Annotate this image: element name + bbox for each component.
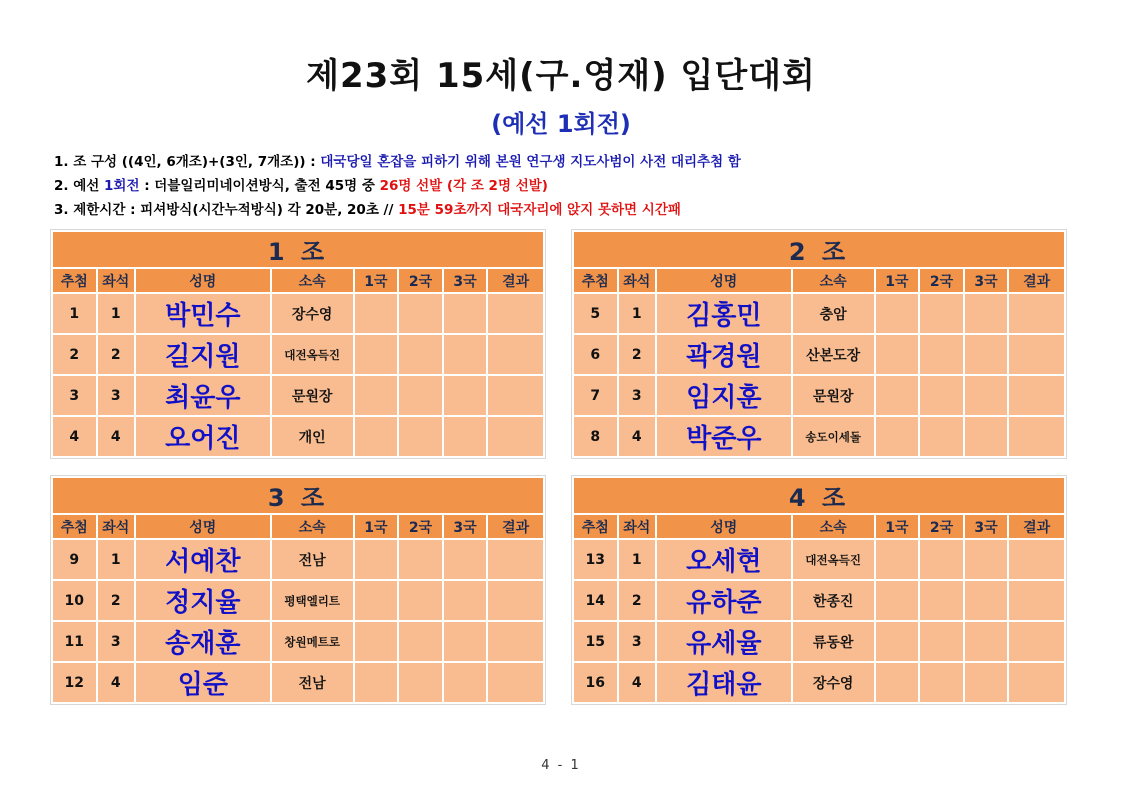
game-3-cell (965, 622, 1008, 661)
column-header: 좌석 (98, 269, 134, 292)
notes (54, 150, 741, 222)
affiliation-cell: 충암 (793, 294, 874, 333)
player-name: 유하준 (657, 581, 791, 620)
draw-cell: 13 (574, 540, 617, 579)
seat-cell: 3 (98, 376, 134, 415)
game-2-cell (399, 376, 442, 415)
column-header-row (574, 515, 1064, 538)
result-cell (488, 294, 543, 333)
affiliation-cell: 창원메트로 (272, 622, 353, 661)
column-header: 성명 (136, 269, 270, 292)
draw-cell: 10 (53, 581, 96, 620)
column-header: 1국 (355, 515, 398, 538)
seat-cell: 3 (619, 376, 655, 415)
draw-cell: 3 (53, 376, 96, 415)
draw-cell: 9 (53, 540, 96, 579)
game-3-cell (965, 417, 1008, 456)
player-name: 길지원 (136, 335, 270, 374)
result-cell (1009, 581, 1064, 620)
draw-cell: 7 (574, 376, 617, 415)
column-header-row (574, 269, 1064, 292)
game-1-cell (876, 294, 919, 333)
column-header: 결과 (1009, 515, 1064, 538)
player-name: 임지훈 (657, 376, 791, 415)
affiliation-cell: 전남 (272, 540, 353, 579)
column-header: 추첨 (574, 515, 617, 538)
note-2-highlight-red: 26명 선발 (각 조 2명 선발) (379, 178, 548, 194)
affiliation-cell: 송도이세돌 (793, 417, 874, 456)
game-3-cell (965, 335, 1008, 374)
game-3-cell (444, 622, 487, 661)
game-1-cell (876, 376, 919, 415)
affiliation-cell: 문원장 (793, 376, 874, 415)
draw-cell: 14 (574, 581, 617, 620)
game-3-cell (444, 663, 487, 702)
draw-cell: 6 (574, 335, 617, 374)
game-3-cell (965, 581, 1008, 620)
player-name: 오어진 (136, 417, 270, 456)
column-header-row (53, 515, 543, 538)
group-label: 1 조 (53, 232, 543, 267)
game-1-cell (355, 581, 398, 620)
note-3-text: 3. 제한시간 : 피셔방식(시간누적방식) 각 20분, 20초 // (54, 202, 399, 218)
draw-cell: 2 (53, 335, 96, 374)
game-2-cell (920, 663, 963, 702)
column-header: 3국 (965, 269, 1008, 292)
result-cell (1009, 335, 1064, 374)
column-header: 성명 (657, 269, 791, 292)
player-name: 곽경원 (657, 335, 791, 374)
draw-cell: 11 (53, 622, 96, 661)
result-cell (1009, 294, 1064, 333)
affiliation-cell: 한종진 (793, 581, 874, 620)
column-header: 추첨 (53, 515, 96, 538)
draw-cell: 8 (574, 417, 617, 456)
column-header: 2국 (920, 515, 963, 538)
note-line-3 (54, 198, 741, 222)
table-row (574, 622, 1064, 661)
game-1-cell (355, 335, 398, 374)
table-row (574, 294, 1064, 333)
game-3-cell (444, 417, 487, 456)
player-name: 오세현 (657, 540, 791, 579)
table-row (53, 335, 543, 374)
result-cell (488, 663, 543, 702)
result-cell (1009, 540, 1064, 579)
game-3-cell (965, 663, 1008, 702)
column-header: 2국 (399, 269, 442, 292)
game-3-cell (965, 540, 1008, 579)
game-1-cell (355, 622, 398, 661)
game-1-cell (355, 417, 398, 456)
group-label: 2 조 (574, 232, 1064, 267)
affiliation-cell: 장수영 (272, 294, 353, 333)
game-3-cell (444, 581, 487, 620)
seat-cell: 4 (98, 663, 134, 702)
result-cell (488, 376, 543, 415)
result-cell (488, 417, 543, 456)
player-name: 김태윤 (657, 663, 791, 702)
game-2-cell (399, 540, 442, 579)
group-table-2 (571, 229, 1067, 459)
group-label: 4 조 (574, 478, 1064, 513)
player-name: 송재훈 (136, 622, 270, 661)
game-1-cell (876, 540, 919, 579)
column-header: 결과 (1009, 269, 1064, 292)
column-header: 성명 (657, 515, 791, 538)
table-row (53, 663, 543, 702)
column-header: 추첨 (53, 269, 96, 292)
result-cell (1009, 417, 1064, 456)
game-1-cell (876, 622, 919, 661)
column-header: 2국 (920, 269, 963, 292)
column-header: 3국 (444, 269, 487, 292)
player-name: 박준우 (657, 417, 791, 456)
group-label: 3 조 (53, 478, 543, 513)
game-3-cell (444, 294, 487, 333)
table-row (574, 663, 1064, 702)
game-2-cell (399, 581, 442, 620)
column-header: 좌석 (619, 269, 655, 292)
column-header: 소속 (793, 515, 874, 538)
draw-cell: 16 (574, 663, 617, 702)
seat-cell: 1 (619, 294, 655, 333)
column-header: 좌석 (98, 515, 134, 538)
table-row (574, 581, 1064, 620)
column-header: 소속 (272, 269, 353, 292)
draw-cell: 15 (574, 622, 617, 661)
result-cell (1009, 663, 1064, 702)
game-3-cell (444, 540, 487, 579)
player-name: 박민수 (136, 294, 270, 333)
draw-cell: 4 (53, 417, 96, 456)
column-header: 1국 (355, 269, 398, 292)
game-2-cell (920, 376, 963, 415)
table-row (574, 417, 1064, 456)
game-1-cell (876, 581, 919, 620)
seat-cell: 1 (98, 540, 134, 579)
seat-cell: 1 (98, 294, 134, 333)
game-3-cell (444, 376, 487, 415)
draw-cell: 5 (574, 294, 617, 333)
column-header: 성명 (136, 515, 270, 538)
game-1-cell (355, 376, 398, 415)
note-line-2 (54, 174, 741, 198)
seat-cell: 3 (619, 622, 655, 661)
column-header: 결과 (488, 269, 543, 292)
note-3-highlight-red: 15분 59초까지 대국자리에 앉지 못하면 시간패 (398, 202, 681, 218)
game-1-cell (876, 417, 919, 456)
game-1-cell (355, 540, 398, 579)
seat-cell: 2 (619, 581, 655, 620)
player-name: 임준 (136, 663, 270, 702)
table-row (53, 294, 543, 333)
table-row (574, 540, 1064, 579)
game-2-cell (399, 663, 442, 702)
seat-cell: 2 (98, 581, 134, 620)
note-1-highlight: 대국당일 혼잡을 피하기 위해 본원 연구생 지도사범이 사전 대리추첨 함 (320, 154, 741, 170)
column-header: 3국 (965, 515, 1008, 538)
seat-cell: 2 (98, 335, 134, 374)
result-cell (488, 540, 543, 579)
game-1-cell (876, 335, 919, 374)
game-2-cell (399, 335, 442, 374)
seat-cell: 2 (619, 335, 655, 374)
game-2-cell (920, 335, 963, 374)
seat-cell: 3 (98, 622, 134, 661)
game-1-cell (876, 663, 919, 702)
game-2-cell (920, 417, 963, 456)
table-row (53, 581, 543, 620)
player-name: 최윤우 (136, 376, 270, 415)
note-line-1 (54, 150, 741, 174)
game-2-cell (920, 622, 963, 661)
affiliation-cell: 문원장 (272, 376, 353, 415)
game-2-cell (920, 540, 963, 579)
game-3-cell (965, 376, 1008, 415)
affiliation-cell: 개인 (272, 417, 353, 456)
page-subtitle: (예선 1회전) (491, 110, 631, 138)
game-2-cell (399, 294, 442, 333)
note-2-text-a: 2. 예선 (54, 178, 105, 194)
group-table-1 (50, 229, 546, 459)
note-1-text: 1. 조 구성 ((4인, 6개조)+(3인, 7개조)) : (54, 154, 321, 170)
page-number: 4 - 1 (541, 758, 581, 773)
player-name: 정지율 (136, 581, 270, 620)
player-name: 서예찬 (136, 540, 270, 579)
note-2-highlight-blue: 1회전 (104, 178, 140, 194)
draw-cell: 12 (53, 663, 96, 702)
table-row (53, 540, 543, 579)
result-cell (488, 581, 543, 620)
result-cell (488, 622, 543, 661)
affiliation-cell: 전남 (272, 663, 353, 702)
column-header: 3국 (444, 515, 487, 538)
seat-cell: 4 (98, 417, 134, 456)
column-header: 결과 (488, 515, 543, 538)
result-cell (1009, 622, 1064, 661)
group-table-4 (571, 475, 1067, 705)
column-header: 2국 (399, 515, 442, 538)
affiliation-cell: 대전옥득진 (272, 335, 353, 374)
column-header: 1국 (876, 269, 919, 292)
column-header: 1국 (876, 515, 919, 538)
seat-cell: 1 (619, 540, 655, 579)
player-name: 유세율 (657, 622, 791, 661)
table-row (53, 376, 543, 415)
game-2-cell (920, 294, 963, 333)
affiliation-cell: 대전옥득진 (793, 540, 874, 579)
column-header: 추첨 (574, 269, 617, 292)
game-2-cell (399, 417, 442, 456)
game-2-cell (399, 622, 442, 661)
game-2-cell (920, 581, 963, 620)
seat-cell: 4 (619, 417, 655, 456)
column-header: 좌석 (619, 515, 655, 538)
game-3-cell (444, 335, 487, 374)
result-cell (488, 335, 543, 374)
affiliation-cell: 산본도장 (793, 335, 874, 374)
result-cell (1009, 376, 1064, 415)
table-row (53, 622, 543, 661)
affiliation-cell: 평택엘리트 (272, 581, 353, 620)
column-header: 소속 (793, 269, 874, 292)
affiliation-cell: 류동완 (793, 622, 874, 661)
draw-cell: 1 (53, 294, 96, 333)
game-1-cell (355, 663, 398, 702)
game-3-cell (965, 294, 1008, 333)
note-2-text-b: : 더블일리미네이션방식, 출전 45명 중 (139, 178, 380, 194)
group-table-3 (50, 475, 546, 705)
table-row (574, 376, 1064, 415)
player-name: 김홍민 (657, 294, 791, 333)
seat-cell: 4 (619, 663, 655, 702)
table-row (574, 335, 1064, 374)
affiliation-cell: 장수영 (793, 663, 874, 702)
game-1-cell (355, 294, 398, 333)
column-header: 소속 (272, 515, 353, 538)
page-title: 제23회 15세(구.영재) 입단대회 (306, 56, 816, 96)
table-row (53, 417, 543, 456)
column-header-row (53, 269, 543, 292)
